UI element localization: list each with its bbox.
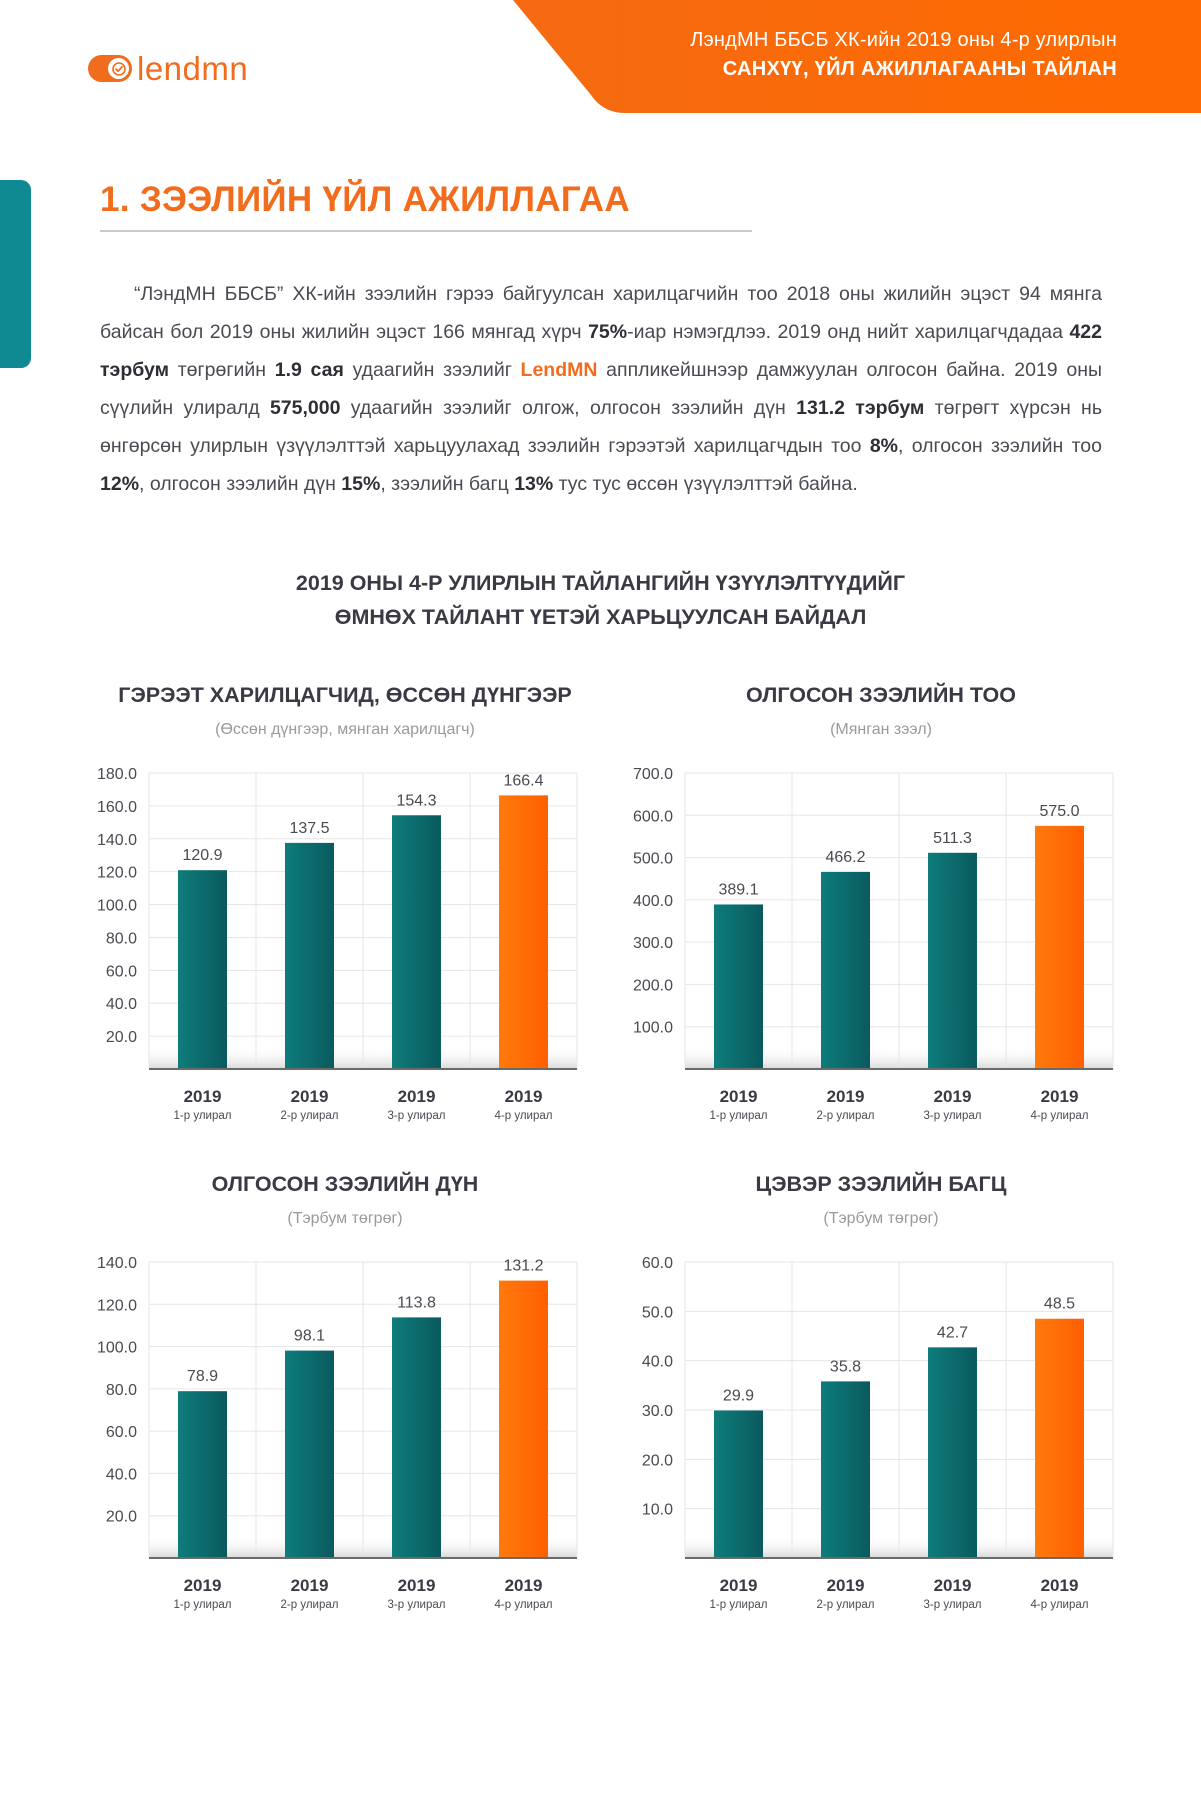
comparison-heading-line2: ӨМНӨХ ТАЙЛАНТ ҮЕТЭЙ ХАРЬЦУУЛСАН БАЙДАЛ bbox=[334, 605, 867, 629]
bar-value-label: 154.3 bbox=[396, 792, 437, 810]
bar-value-label: 389.1 bbox=[718, 881, 759, 899]
bar-value-label: 113.8 bbox=[397, 1294, 436, 1312]
bar-highlight bbox=[499, 1281, 548, 1558]
text-run: , зээлийн багц bbox=[380, 473, 515, 495]
y-tick-label: 30.0 bbox=[641, 1403, 673, 1420]
x-category-label: 2019 bbox=[290, 1576, 329, 1595]
x-category-sublabel: 4-р улирал bbox=[494, 1599, 553, 1611]
section-title: 1. ЗЭЭЛИЙН ҮЙЛ АЖИЛЛАГАА bbox=[100, 180, 630, 219]
y-tick-label: 20.0 bbox=[105, 1029, 137, 1047]
bar bbox=[178, 870, 227, 1069]
report-subtitle: ЛэндМН ББСБ ХК-ийн 2019 оны 4-р улирлын bbox=[690, 29, 1117, 51]
y-tick-label: 100.0 bbox=[632, 1019, 673, 1037]
y-tick-label: 180.0 bbox=[96, 766, 137, 783]
bar-value-label: 35.8 bbox=[829, 1358, 862, 1376]
bar bbox=[178, 1391, 227, 1558]
y-tick-label: 20.0 bbox=[641, 1452, 673, 1470]
highlight-total-amount: 422 тэрбум bbox=[100, 321, 1102, 381]
y-tick-label: 20.0 bbox=[105, 1508, 137, 1526]
y-tick-label: 80.0 bbox=[105, 930, 137, 948]
x-category-sublabel: 1-р улирал bbox=[173, 1599, 232, 1611]
logo-toggle-icon bbox=[88, 55, 132, 82]
x-category-sublabel: 2-р улирал bbox=[280, 1110, 339, 1122]
x-category-sublabel: 4-р улирал bbox=[494, 1110, 553, 1122]
text-run: , олгосон зээлийн тоо bbox=[898, 435, 1102, 457]
chart-title: ГЭРЭЭТ ХАРИЛЦАГЧИД, ӨССӨН ДҮНГЭЭР bbox=[118, 683, 572, 707]
chart-contract-customers bbox=[80, 683, 610, 1153]
y-tick-label: 140.0 bbox=[96, 831, 137, 849]
text-run: удаагийн зээлийг bbox=[343, 359, 521, 381]
chart-subtitle: (Тэрбум төгрөг) bbox=[823, 1210, 939, 1227]
text-run: “ЛэндМН ББСБ” ХК-ийн зээлийн гэрээ байгуулсан харилцагчийн тоо 2018 оны жилийн эцэст 94 мянга байсан бол 2019 оны жилийн эцэст 166 мянгад хүрч bbox=[100, 283, 1102, 343]
text-run: аппликейшнээр дамжуулан олгосон байна. 2019 оны сүүлийн улиралд bbox=[100, 359, 1102, 419]
bar-value-label: 120.9 bbox=[182, 847, 223, 865]
bar-value-label: 137.5 bbox=[289, 819, 330, 837]
check-icon bbox=[108, 58, 129, 79]
chart-svg bbox=[616, 683, 1146, 1153]
chart-subtitle: (Тэрбум төгрөг) bbox=[287, 1210, 403, 1227]
bar bbox=[821, 872, 870, 1069]
highlight-q4-loans: 575,000 bbox=[269, 397, 341, 419]
text-run: удаагийн зээлийг олгож, олгосон зээлийн дүн bbox=[340, 397, 797, 419]
bar bbox=[928, 853, 977, 1069]
bar bbox=[714, 904, 763, 1069]
brand-name: LendMN bbox=[520, 359, 598, 381]
text-run: -иар нэмэгдлээ. 2019 онд нийт харилцагчдадаа bbox=[627, 321, 1070, 343]
x-category-sublabel: 3-р улирал bbox=[387, 1599, 446, 1611]
x-category-label: 2019 bbox=[826, 1576, 865, 1595]
y-tick-label: 60.0 bbox=[105, 1424, 137, 1442]
bar-value-label: 131.2 bbox=[503, 1257, 544, 1275]
bar bbox=[285, 843, 334, 1069]
chart-svg bbox=[80, 683, 610, 1153]
bar bbox=[714, 1410, 763, 1558]
x-category-sublabel: 4-р улирал bbox=[1030, 1599, 1089, 1611]
bar-highlight bbox=[499, 795, 548, 1069]
x-category-label: 2019 bbox=[1040, 1087, 1079, 1106]
y-tick-label: 400.0 bbox=[632, 892, 673, 910]
section-divider bbox=[100, 230, 752, 232]
x-category-sublabel: 1-р улирал bbox=[173, 1110, 232, 1122]
chart-title: ОЛГОСОН ЗЭЭЛИЙН ДҮН bbox=[211, 1172, 479, 1196]
y-tick-label: 40.0 bbox=[105, 996, 137, 1014]
bar bbox=[392, 815, 441, 1069]
y-tick-label: 300.0 bbox=[632, 935, 673, 953]
y-tick-label: 100.0 bbox=[96, 897, 137, 915]
x-category-label: 2019 bbox=[933, 1576, 972, 1595]
bar bbox=[392, 1317, 441, 1558]
x-category-label: 2019 bbox=[290, 1087, 329, 1106]
y-tick-label: 500.0 bbox=[632, 850, 673, 868]
y-tick-label: 700.0 bbox=[632, 766, 673, 783]
highlight-customer-growth: 75% bbox=[588, 321, 628, 343]
x-category-label: 2019 bbox=[504, 1576, 543, 1595]
bar-value-label: 166.4 bbox=[503, 772, 544, 790]
x-category-label: 2019 bbox=[183, 1576, 222, 1595]
x-category-sublabel: 3-р улирал bbox=[387, 1110, 446, 1122]
chart-subtitle: (Өссөн дүнгээр, мянган харилцагч) bbox=[215, 721, 475, 738]
side-tab-marker bbox=[0, 180, 31, 368]
lendmn-logo bbox=[88, 52, 248, 85]
x-category-label: 2019 bbox=[397, 1087, 436, 1106]
bar-value-label: 42.7 bbox=[936, 1324, 969, 1342]
y-tick-label: 140.0 bbox=[96, 1255, 137, 1272]
y-tick-label: 60.0 bbox=[641, 1255, 673, 1272]
y-tick-label: 600.0 bbox=[632, 808, 673, 826]
highlight-q4-amount: 131.2 тэрбум bbox=[796, 397, 925, 419]
x-category-sublabel: 1-р улирал bbox=[709, 1599, 768, 1611]
y-tick-label: 40.0 bbox=[641, 1353, 673, 1371]
y-tick-label: 80.0 bbox=[105, 1381, 137, 1399]
text-run: төгрөгийн bbox=[169, 359, 275, 381]
bar-value-label: 48.5 bbox=[1043, 1295, 1076, 1313]
bar bbox=[821, 1381, 870, 1558]
bar-value-label: 98.1 bbox=[293, 1327, 326, 1345]
report-title: САНХҮҮ, ҮЙЛ АЖИЛЛАГААНЫ ТАЙЛАН bbox=[722, 58, 1117, 80]
x-category-sublabel: 2-р улирал bbox=[816, 1110, 875, 1122]
highlight-pct-portfolio: 13% bbox=[514, 473, 554, 495]
bar-value-label: 78.9 bbox=[186, 1368, 219, 1386]
bar-value-label: 466.2 bbox=[825, 848, 866, 866]
bar-highlight bbox=[1035, 826, 1084, 1069]
y-tick-label: 40.0 bbox=[105, 1466, 137, 1484]
chart-title: ЦЭВЭР ЗЭЭЛИЙН БАГЦ bbox=[755, 1172, 1007, 1196]
y-tick-label: 120.0 bbox=[96, 864, 137, 882]
y-tick-label: 10.0 bbox=[641, 1501, 673, 1519]
chart-title: ОЛГОСОН ЗЭЭЛИЙН ТОО bbox=[746, 683, 1016, 707]
x-category-label: 2019 bbox=[504, 1087, 543, 1106]
x-category-label: 2019 bbox=[183, 1087, 222, 1106]
bar-value-label: 511.3 bbox=[933, 829, 972, 847]
y-tick-label: 120.0 bbox=[96, 1297, 137, 1315]
bar-value-label: 29.9 bbox=[722, 1387, 755, 1405]
text-run: тус тус өссөн үзүүлэлттэй байна. bbox=[553, 473, 858, 495]
x-category-sublabel: 2-р улирал bbox=[816, 1599, 875, 1611]
chart-net-loan-portfolio bbox=[616, 1172, 1146, 1642]
chart-svg bbox=[616, 1172, 1146, 1642]
logo-text: lendmn bbox=[137, 50, 249, 87]
x-category-sublabel: 2-р улирал bbox=[280, 1599, 339, 1611]
highlight-pct-loans: 12% bbox=[100, 473, 140, 495]
highlight-pct-customers: 8% bbox=[869, 435, 898, 457]
chart-svg bbox=[80, 1172, 610, 1642]
x-category-label: 2019 bbox=[719, 1087, 758, 1106]
bar bbox=[928, 1347, 977, 1558]
bar bbox=[285, 1351, 334, 1558]
highlight-loan-count: 1.9 сая bbox=[274, 359, 344, 381]
y-tick-label: 60.0 bbox=[105, 963, 137, 981]
x-category-label: 2019 bbox=[397, 1576, 436, 1595]
x-category-sublabel: 3-р улирал bbox=[923, 1110, 982, 1122]
y-tick-label: 160.0 bbox=[96, 798, 137, 816]
x-category-sublabel: 4-р улирал bbox=[1030, 1110, 1089, 1122]
bar-value-label: 575.0 bbox=[1039, 802, 1080, 820]
comparison-heading bbox=[0, 566, 1201, 634]
chart-loans-issued-amount bbox=[80, 1172, 610, 1642]
highlight-pct-amount: 15% bbox=[341, 473, 381, 495]
x-category-sublabel: 3-р улирал bbox=[923, 1599, 982, 1611]
summary-paragraph bbox=[100, 275, 1102, 503]
chart-loans-issued-count bbox=[616, 683, 1146, 1153]
x-category-label: 2019 bbox=[933, 1087, 972, 1106]
x-category-label: 2019 bbox=[1040, 1576, 1079, 1595]
bar-highlight bbox=[1035, 1319, 1084, 1558]
x-category-sublabel: 1-р улирал bbox=[709, 1110, 768, 1122]
chart-subtitle: (Мянган зээл) bbox=[830, 721, 932, 738]
header-band bbox=[513, 0, 1201, 113]
x-category-label: 2019 bbox=[719, 1576, 758, 1595]
text-run: төгрөгт хүрсэн нь өнгөрсөн улирлын үзүүлэлттэй харьцуулахад зээлийн гэрээтэй харилцагчдын тоо bbox=[100, 397, 1102, 457]
y-tick-label: 200.0 bbox=[632, 977, 673, 995]
x-category-label: 2019 bbox=[826, 1087, 865, 1106]
text-run: , олгосон зээлийн дүн bbox=[139, 473, 342, 495]
y-tick-label: 100.0 bbox=[96, 1339, 137, 1357]
comparison-heading-line1: 2019 ОНЫ 4-Р УЛИРЛЫН ТАЙЛАНГИЙН ҮЗҮҮЛЭЛТҮҮДИЙГ bbox=[295, 571, 906, 595]
y-tick-label: 50.0 bbox=[641, 1304, 673, 1322]
